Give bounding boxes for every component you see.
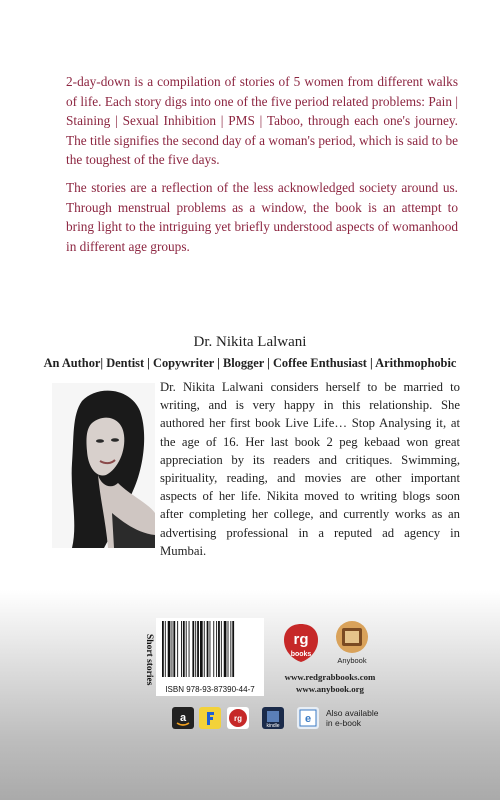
svg-text:e: e (304, 713, 312, 725)
barcode-bar (165, 621, 166, 677)
svg-text:rg: rg (234, 714, 242, 723)
rg-logo-text: rg (293, 631, 309, 648)
barcode-bar (232, 621, 234, 677)
ebook-icon (297, 707, 319, 729)
barcode-bar (192, 621, 194, 677)
book-blurb (66, 72, 458, 264)
author-photo (52, 383, 155, 548)
barcode-bar (224, 621, 227, 677)
barcode-bar (162, 621, 164, 677)
svg-text:a: a (179, 712, 187, 724)
isbn-barcode (156, 618, 264, 696)
barcode-bar (183, 621, 185, 677)
rg-books-text: books (290, 651, 312, 658)
flipkart-icon (199, 707, 221, 729)
barcode-bar (213, 621, 214, 677)
isbn-number: ISBN 978-93-87390-44-7 (165, 685, 255, 694)
barcode-bar (210, 621, 211, 677)
blurb-paragraph-1: 2-day-down is a compilation of stories of 5 women from different walks of life. Each story digs into one of the five period related problems: Pain | Staining | Sexual Inhibition | PMS | Taboo, through each one's journey. The title signifies the second day of a woman's period, which is said to be the toughest of the five days. (66, 74, 458, 168)
publisher-website-2[interactable]: www.anybook.org (296, 684, 364, 694)
redgrab-books-logo (278, 622, 324, 664)
publisher-website-1[interactable]: www.redgrabbooks.com (284, 672, 376, 682)
barcode-bar (230, 621, 231, 677)
barcode-icon (160, 621, 260, 679)
amazon-icon (172, 707, 194, 729)
genre-label: Short stories (144, 634, 154, 686)
kindle-label: kindle (266, 723, 280, 729)
barcode-bar (218, 621, 220, 677)
barcode-bar (181, 621, 182, 677)
barcode-bar (197, 621, 199, 677)
barcode-bar (204, 621, 205, 677)
barcode-bar (189, 621, 190, 677)
kindle-icon (262, 707, 284, 729)
author-portrait-image (52, 383, 155, 548)
barcode-bar (216, 621, 217, 677)
anybook-logo (332, 620, 372, 666)
author-name: Dr. Nikita Lalwani (193, 334, 307, 350)
author-roles: An Author| Dentist | Copywriter | Blogger | Coffee Enthusiast | Arithmophobic (43, 356, 457, 370)
blurb-paragraph-2: The stories are a reflection of the less acknowledged society around us. Through menstrual problems as a window, the book is an attempt to bring light to the intriguing yet briefly understood aspects of womanhood in different age groups. (66, 179, 458, 254)
ebook-availability-note: Also available in e-book (326, 708, 379, 728)
barcode-bar (172, 621, 173, 677)
barcode-bar (177, 621, 178, 677)
barcode-bar (168, 621, 171, 677)
barcode-bar (207, 621, 209, 677)
barcode-bar (195, 621, 196, 677)
barcode-bar (173, 621, 175, 677)
barcode-bar (200, 621, 203, 677)
rg-icon (227, 707, 249, 729)
author-bio: Dr. Nikita Lalwani considers herself to be married to writing, and is very happy in this relationship. She authored her first book Live Life… Stop Analysing it, at the age of 16. Her last book 2 peg kebaad won great appreciation by its readers and critiques. Swimming, spirituality, reading, and movies are other important aspects of her life. Nikita moved to writing blogs soon after completing her college, and currently works as an advertising professional in a reputed ad agency in Mumbai. (160, 380, 460, 558)
barcode-bar (186, 621, 187, 677)
anybook-logo-text: Anybook (337, 656, 367, 665)
barcode-bar (221, 621, 222, 677)
barcode-bar (228, 621, 229, 677)
